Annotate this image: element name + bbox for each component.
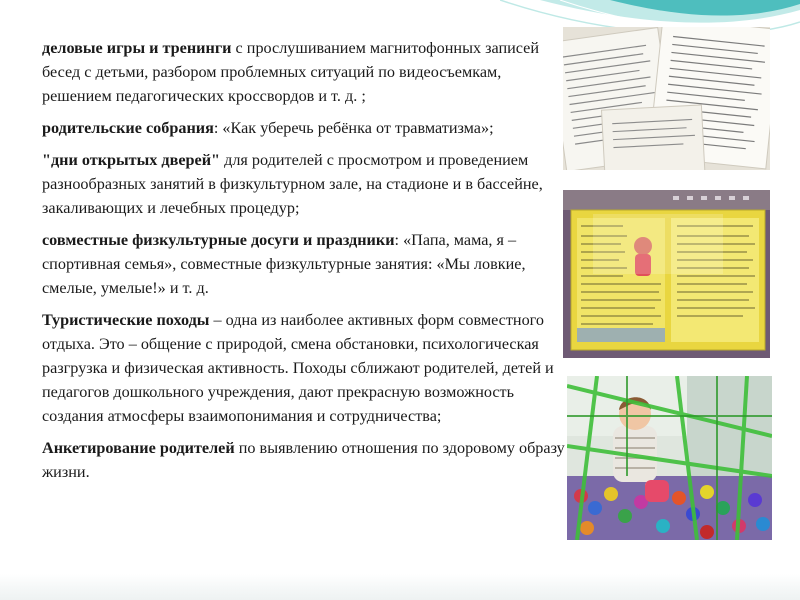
paragraph-heading: Анкетирование родителей	[42, 439, 235, 457]
paragraph-body: для родителей с просмотром и проведением разнообразных занятий в физкультурном зале, на стадионе и в бассейне, закаливающих и лечебных процедур;	[42, 151, 543, 217]
paragraph-body: по выявлению отношения по здоровому образу жизни.	[42, 439, 565, 481]
paragraph-heading: деловые игры и тренинги	[42, 39, 232, 57]
paragraph-business-games	[42, 36, 570, 108]
questionnaire-papers-photo	[563, 27, 770, 170]
paragraph-open-days	[42, 148, 570, 220]
paragraph-body: с прослушиванием магнитофонных записей бесед с детьми, разбором проблемных ситуаций по видеосъемкам, решением педагогических кроссвордов и т. д. ;	[42, 39, 540, 105]
paragraph-heading: Туристические походы	[42, 311, 210, 329]
child-ball-pit-photo	[567, 376, 772, 540]
paragraph-body: : «Как уберечь ребёнка от травматизма»;	[213, 119, 494, 137]
paragraph-heading: родительские собрания	[42, 119, 214, 137]
paragraph-body: : «Папа, мама, я – спортивная семья», совместные физкультурные занятия: «Мы ловкие, смелые, умелые!» и т. д.	[42, 231, 526, 297]
main-text-block	[42, 36, 570, 492]
paragraph-heading: совместные физкультурные досуги и праздники	[42, 231, 395, 249]
footer-band	[0, 574, 800, 600]
paragraph-body: – одна из наиболее активных форм совместного отдыха. Это – общение с природой, смена обстановки, психологическая разгрузка и физическая активность. Походы сближают родителей, детей и педагогов дошкольного учреждения, дают прекрасную возможность создания атмосферы взаимопонимания и сотрудничества;	[42, 311, 554, 425]
paragraph-parent-meetings	[42, 116, 570, 140]
paragraph-hiking	[42, 308, 570, 428]
paragraph-sports-leisure	[42, 228, 570, 300]
parent-info-board-photo	[563, 190, 770, 358]
paragraph-survey	[42, 436, 570, 484]
paragraph-heading: "дни открытых дверей"	[42, 151, 221, 169]
